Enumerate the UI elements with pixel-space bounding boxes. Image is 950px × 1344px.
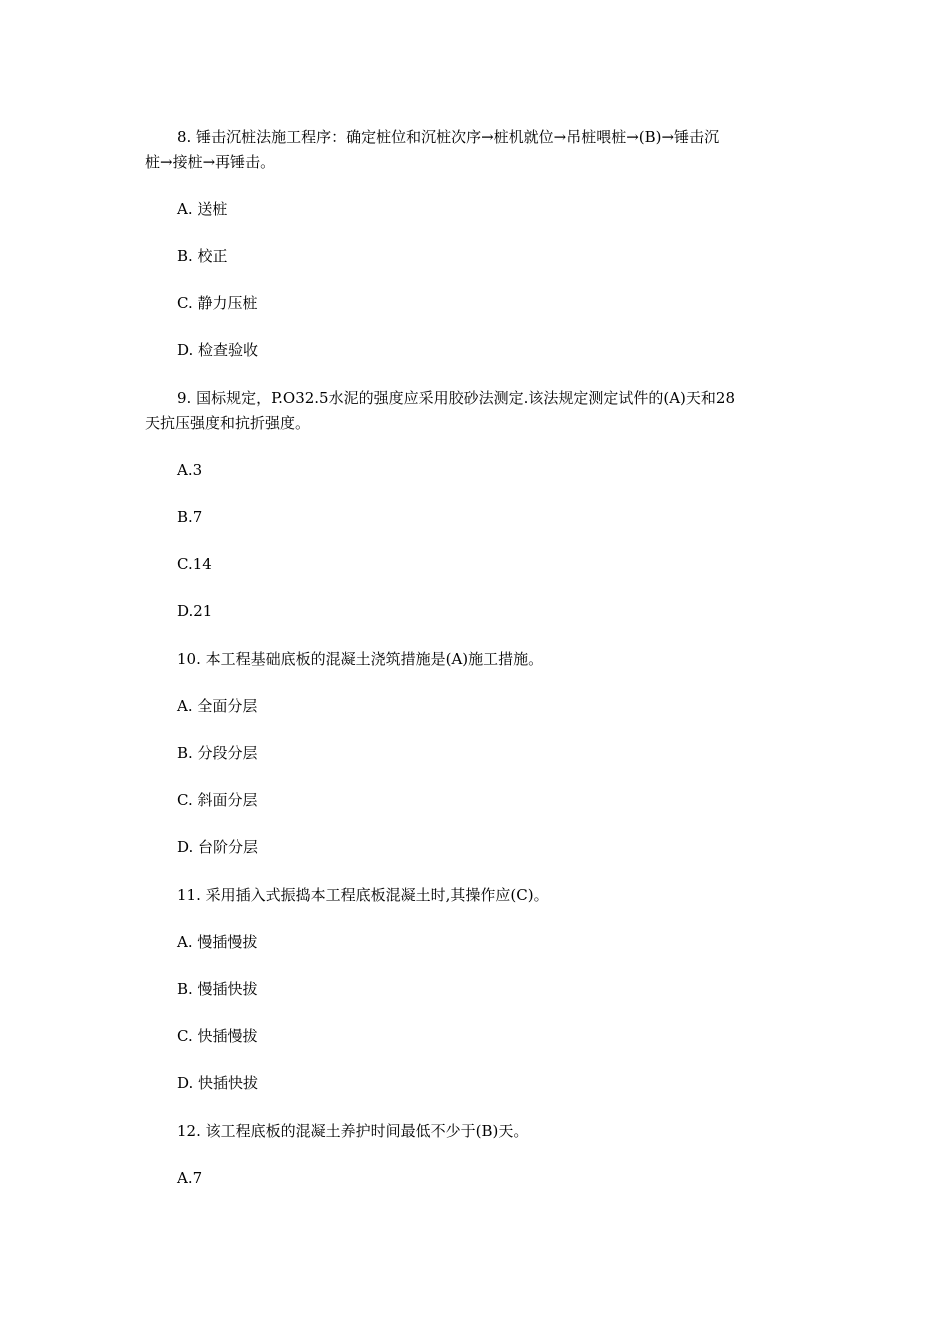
question-9-text-continued: 天抗压强度和抗折强度。 [145,414,311,432]
question-11-text: 11. 采用插入式振捣本工程底板混凝土时,其操作应(C)。 [177,886,549,904]
question-8-text: 8. 锤击沉桩法施工程序：确定桩位和沉桩次序→桩机就位→吊桩喂桩→(B)→锤击沉 [177,128,720,146]
question-8-option-d: D. 检查验收 [177,341,259,359]
question-10-option-d: D. 台阶分层 [177,838,259,856]
question-11-option-c: C. 快插慢拔 [177,1027,258,1045]
question-11-option-d: D. 快插快拔 [177,1074,259,1092]
question-8-option-c: C. 静力压桩 [177,294,258,312]
question-10-option-b: B. 分段分层 [177,744,258,762]
question-9-option-a: A.3 [177,461,203,479]
question-10-option-a: A. 全面分层 [177,697,258,715]
question-9-text: 9. 国标规定，P.O32.5水泥的强度应采用胶砂法测定.该法规定测定试件的(A)天和28 [177,389,735,407]
question-9-option-c: C.14 [177,555,212,573]
question-8-text-continued: 桩→接桩→再锤击。 [145,153,276,171]
question-11-option-b: B. 慢插快拔 [177,980,258,998]
question-8-option-b: B. 校正 [177,247,228,265]
question-11-option-a: A. 慢插慢拔 [177,933,258,951]
question-10-text: 10. 本工程基础底板的混凝土浇筑措施是(A)施工措施。 [177,650,544,668]
question-8-option-a: A. 送桩 [177,200,228,218]
question-10-option-c: C. 斜面分层 [177,791,258,809]
question-9-option-b: B.7 [177,508,203,526]
question-9-option-d: D.21 [177,602,213,620]
question-12-option-a: A.7 [177,1169,203,1187]
question-12-text: 12. 该工程底板的混凝土养护时间最低不少于(B)天。 [177,1122,529,1140]
